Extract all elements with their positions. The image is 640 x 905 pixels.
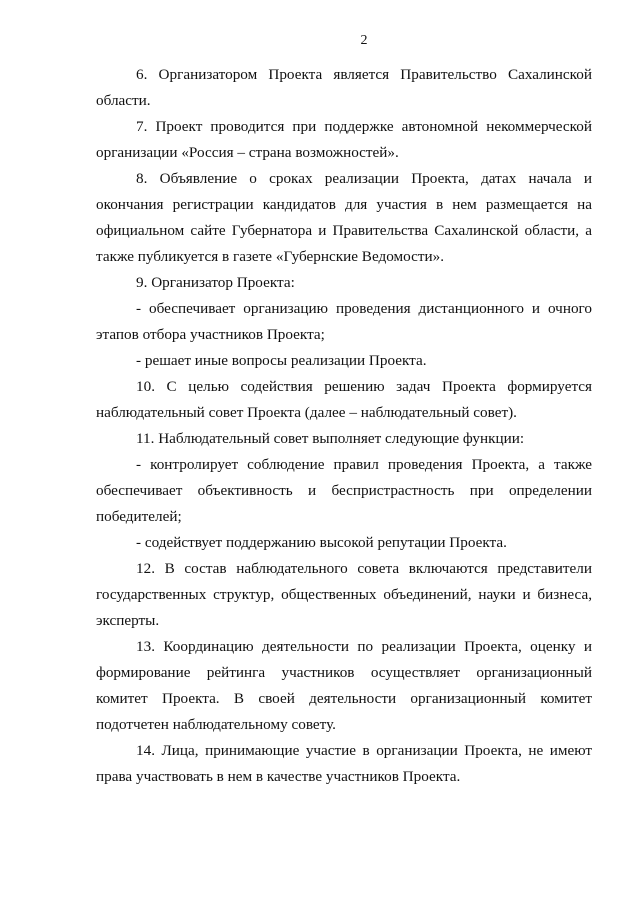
paragraph-11: 11. Наблюдательный совет выполняет следующие функции: bbox=[136, 430, 525, 447]
paragraph-9-item-1: - обеспечивает организацию проведения дистанционного и очного этапов отбора участников Проекта; bbox=[96, 300, 592, 343]
paragraph-7: 7. Проект проводится при поддержке автономной некоммерческой организации «Россия – страна возможностей». bbox=[96, 118, 592, 161]
paragraph-10: 10. С целью содействия решению задач Проекта формируется наблюдательный совет Проекта (далее – наблюдательный совет). bbox=[96, 378, 592, 421]
paragraph-9: 9. Организатор Проекта: bbox=[136, 274, 295, 291]
page-number: 2 bbox=[360, 33, 368, 48]
paragraph-9-item-2: - решает иные вопросы реализации Проекта. bbox=[136, 352, 427, 369]
paragraph-11-item-2: - содействует поддержанию высокой репутации Проекта. bbox=[136, 534, 507, 551]
paragraph-12: 12. В состав наблюдательного совета включаются представители государственных структур, общественных объединений, науки и бизнеса, эксперты. bbox=[96, 560, 592, 629]
paragraph-11-item-1: - контролирует соблюдение правил проведения Проекта, а также обеспечивает объективность и беспристрастность при определении победителей; bbox=[96, 456, 592, 525]
paragraph-8: 8. Объявление о сроках реализации Проекта, датах начала и окончания регистрации кандидатов для участия в нем размещается на официальном сайте Губернатора и Правительства Сахалинской области, а также публикуется в газете «Губернские Ведомости». bbox=[96, 170, 592, 265]
paragraph-14: 14. Лица, принимающие участие в организации Проекта, не имеют права участвовать в нем в качестве участников Проекта. bbox=[96, 742, 592, 785]
paragraph-13: 13. Координацию деятельности по реализации Проекта, оценку и формирование рейтинга участников осуществляет организационный комитет Проекта. В своей деятельности организационный комитет подотчетен наблюдательному совету. bbox=[96, 638, 592, 733]
paragraph-6: 6. Организатором Проекта является Правительство Сахалинской области. bbox=[96, 66, 592, 109]
